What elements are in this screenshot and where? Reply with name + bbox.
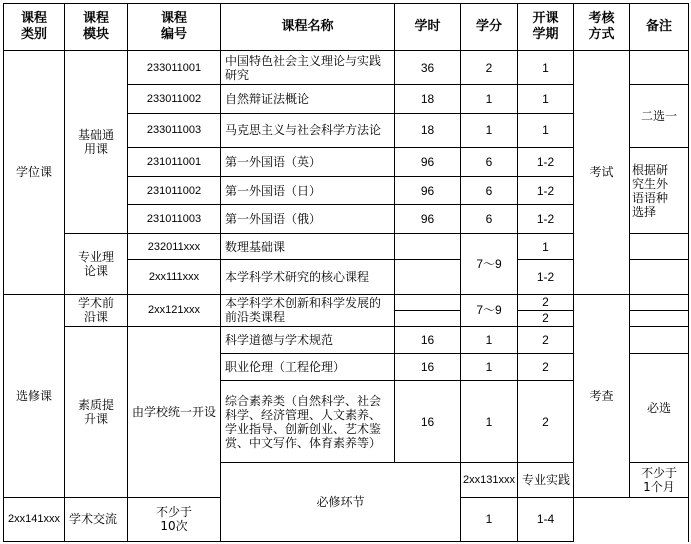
course-semester: 2 (518, 353, 574, 380)
course-code: 由学校统一开设 (128, 326, 221, 497)
course-code: 2xx111xxx (128, 260, 221, 294)
course-credits: 1 (461, 381, 518, 463)
course-name: 数理基础课 (221, 234, 395, 260)
course-name: 马克思主义与社会科学方法论 (221, 113, 395, 147)
module-frontier: 学术前 沿课 (65, 294, 128, 326)
header-remarks: 备注 (630, 4, 689, 51)
course-name: 学术交流 (65, 497, 128, 541)
course-code: 2xx121xxx (128, 294, 221, 326)
course-semester: 1-2 (518, 205, 574, 234)
course-credits: 1 (461, 497, 518, 541)
course-hours: 不少于 1个月 (630, 463, 689, 497)
header-semester: 开课 学期 (518, 4, 574, 51)
course-hours: 不少于 10次 (128, 497, 221, 541)
table-row (4, 294, 689, 310)
course-name: 自然辩证法概论 (221, 85, 395, 113)
remark-blank (630, 234, 689, 260)
course-hours: 16 (395, 381, 461, 463)
category-elective: 选修课 (4, 294, 65, 497)
course-hours: 18 (395, 85, 461, 113)
course-hours (395, 260, 461, 294)
course-hours (395, 234, 461, 260)
course-credits: 1 (461, 353, 518, 380)
course-code: 233011003 (128, 113, 221, 147)
remark-blank (630, 326, 689, 353)
module-basic: 基础通 用课 (65, 51, 128, 234)
course-hours: 16 (395, 353, 461, 380)
course-name: 职业伦理（工程伦理） (221, 353, 395, 380)
header-credits: 学分 (461, 4, 518, 51)
assessment-degree: 考试 (574, 51, 630, 294)
course-hours: 16 (395, 326, 461, 353)
table-row (4, 51, 689, 85)
course-name: 第一外国语（俄） (221, 205, 395, 234)
course-credits: 1 (461, 85, 518, 113)
course-hours: 18 (395, 113, 461, 147)
course-code: 232011xxx (128, 234, 221, 260)
course-hours (395, 294, 461, 310)
course-name: 本学科学术创新和科学发展的前沿类课程 (221, 294, 395, 326)
course-code: 2xx131xxx (461, 463, 518, 497)
course-credits: 1 (461, 326, 518, 353)
course-credits: 6 (461, 147, 518, 176)
category-degree: 学位课 (4, 51, 65, 294)
course-name: 科学道德与学术规范 (221, 326, 395, 353)
course-credits: 6 (461, 176, 518, 204)
course-semester: 1-2 (518, 176, 574, 204)
assessment-elective: 考查 (574, 294, 630, 497)
remark-blank (630, 294, 689, 310)
header-name: 课程名称 (221, 4, 395, 51)
remark-blank (630, 310, 689, 326)
remark-language: 根据研 究生外 语语种 选择 (630, 147, 689, 233)
module-major: 专业理 论课 (65, 234, 128, 294)
course-semester: 2 (518, 326, 574, 353)
course-semester: 1 (518, 51, 574, 85)
course-code: 233011001 (128, 51, 221, 85)
course-semester: 1 (518, 85, 574, 113)
course-semester: 2 (518, 381, 574, 463)
course-name: 综合素养类（自然科学、社会科学、经济管理、人文素养、学业指导、创新创业、艺术鉴赏、中文写作、体育素养等） (221, 381, 395, 463)
course-name: 中国特色社会主义理论与实践研究 (221, 51, 395, 85)
remark-mandatory: 必选 (630, 353, 689, 463)
course-credits: 6 (461, 205, 518, 234)
header-code: 课程 编号 (128, 4, 221, 51)
course-hours (395, 310, 461, 326)
course-semester: 2 (518, 294, 574, 310)
remark-blank (630, 51, 689, 85)
course-name: 专业实践 (518, 463, 574, 497)
category-required: 必修环节 (221, 463, 461, 542)
course-hours: 96 (395, 205, 461, 234)
course-semester: 1-4 (518, 497, 574, 541)
curriculum-table (3, 3, 689, 542)
course-code: 2xx141xxx (4, 497, 65, 541)
course-credits: 1 (461, 113, 518, 147)
course-hours: 96 (395, 147, 461, 176)
course-hours: 36 (395, 51, 461, 85)
course-credits: 2 (461, 51, 518, 85)
course-semester: 1-2 (518, 260, 574, 294)
course-code: 231011001 (128, 147, 221, 176)
remark-blank (630, 260, 689, 294)
course-semester: 1 (518, 234, 574, 260)
header-hours: 学时 (395, 4, 461, 51)
course-semester: 2 (518, 310, 574, 326)
course-name: 第一外国语（英） (221, 147, 395, 176)
header-assessment: 考核 方式 (574, 4, 630, 51)
course-name: 本学科学术研究的核心课程 (221, 260, 395, 294)
course-semester: 1-2 (518, 147, 574, 176)
header-module: 课程 模块 (65, 4, 128, 51)
header-row (4, 4, 689, 51)
header-category: 课程 类别 (4, 4, 65, 51)
course-credits: 7～9 (461, 234, 518, 294)
course-semester: 1 (518, 113, 574, 147)
module-quality: 素质提 升课 (65, 326, 128, 497)
remark-choose-one: 二选一 (630, 85, 689, 147)
course-code: 231011002 (128, 176, 221, 204)
course-hours: 96 (395, 176, 461, 204)
course-name: 第一外国语（日） (221, 176, 395, 204)
course-code: 233011002 (128, 85, 221, 113)
course-code: 231011003 (128, 205, 221, 234)
course-credits: 7～9 (461, 294, 518, 326)
